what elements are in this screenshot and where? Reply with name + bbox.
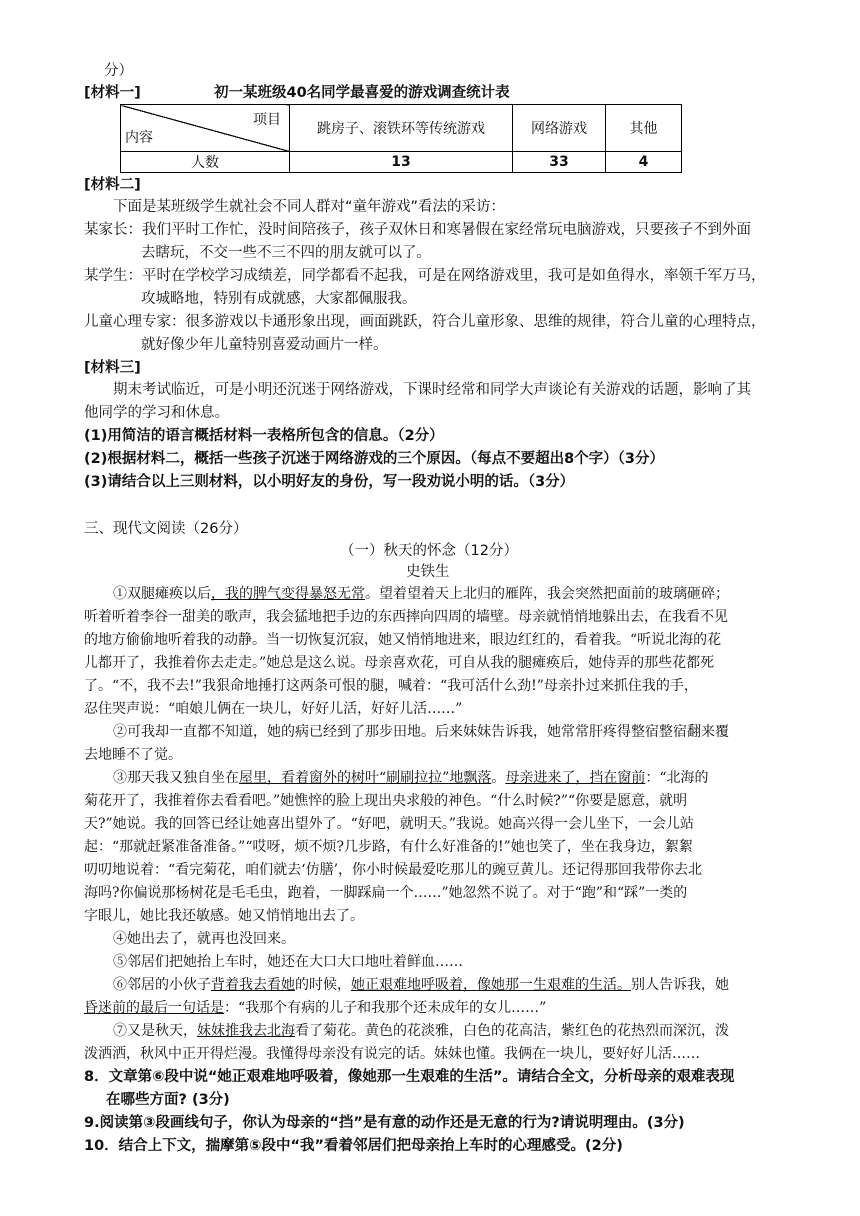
paragraph-7-line-1 xyxy=(113,1020,729,1042)
paragraph-3-line-3: 天?”她说。我的回答已经让她喜出望外了。“好吧，就明天。”我说。她高兴得一会儿坐下，一会儿站 xyxy=(84,816,694,832)
survey-table xyxy=(120,104,682,173)
section-heading: 三、现代文阅读（26分） xyxy=(84,521,248,537)
text-span: ①双腿瘫痪以后 xyxy=(113,586,211,602)
paragraph-1-line-3: 的地方偷偷地听着我的动静。当一切恢复沉寂，她又悄悄地进来，眼边红红的，看着我。“听说北海的花 xyxy=(84,632,722,648)
paragraph-3-line-6: 海吗?你偏说那杨树花是毛毛虫，跑着，一脚踩扁一个……”她忽然不说了。对于“跑”和“踩”一类的 xyxy=(84,885,688,901)
paragraph-3-line-1 xyxy=(113,767,709,789)
paragraph-3-line-4: 起：“那就赶紧准备准备。”“哎呀，烦不烦?几步路，有什么好准备的!”她也笑了，坐在我身边，絮絮 xyxy=(84,839,693,855)
column-header-online: 网络游戏 xyxy=(513,105,606,152)
table-row xyxy=(121,152,682,173)
article-author: 史铁生 xyxy=(406,564,450,580)
column-header-traditional: 跳房子、滚铁环等传统游戏 xyxy=(290,105,513,152)
paragraph-1-line-6: 忍住哭声说：“咱娘儿俩在一块儿，好好儿活，好好儿活……” xyxy=(84,701,463,717)
question-2: (2)根据材料二，概括一些孩子沉迷于网络游戏的三个原因。（每点不要超出8个字）（3分） xyxy=(84,451,665,467)
paragraph-7-line-2: 泼洒洒，秋风中正开得烂漫。我懂得母亲没有说完的话。妹妹也懂。我俩在一块儿，要好好儿活…… xyxy=(84,1046,700,1062)
expert-quote-line-2: 就好像少年儿童特别喜爱动画片一样。 xyxy=(141,337,388,353)
paragraph-1-line-2: 听着听着李谷一甜美的歌声，我会猛地把手边的东西摔向四周的墙壁。母亲就悄悄地躲出去，在我看不见 xyxy=(84,609,728,625)
paragraph-4: ④她出去了，就再也没回来。 xyxy=(113,931,295,947)
material-1-label: [材料一] xyxy=(84,85,141,101)
underlined-text: 母亲进来了，挡在窗前 xyxy=(505,770,646,786)
question-3: (3)请结合以上三则材料，以小明好友的身份，写一段劝说小明的话。（3分） xyxy=(84,474,575,490)
question-8-line-1: 8．文章第⑥段中说“她正艰难地呼吸着，像她那一生艰难的生活”。请结合全文，分析母亲的艰难表现 xyxy=(84,1069,735,1085)
underlined-text: 昏迷前的最后一句话是 xyxy=(84,1000,224,1016)
row-label-count: 人数 xyxy=(121,152,290,173)
question-10: 10．结合上下文，揣摩第⑤段中“我”看着邻居们把母亲抬上车时的心理感受。(2分) xyxy=(84,1138,623,1154)
question-9: 9.阅读第③段画线句子，你认为母亲的“挡”是有意的动作还是无意的行为?请说明理由。(3分) xyxy=(84,1115,685,1131)
underlined-text: 妹妹推我去北海 xyxy=(197,1023,295,1039)
underlined-text: ，我的脾气变得暴怒无常 xyxy=(211,586,365,602)
table-header-row xyxy=(121,105,682,152)
value-other: 4 xyxy=(606,152,682,173)
text-span: 。 xyxy=(491,770,506,786)
student-quote-line-2: 攻城略地，特别有成就感，大家都佩服我。 xyxy=(141,291,417,307)
question-8-line-2: 在哪些方面? (3分) xyxy=(106,1092,230,1108)
underlined-text: 背着我去看她 xyxy=(211,977,295,993)
article-subtitle: （一）秋天的怀念（12分） xyxy=(340,543,518,559)
paragraph-1-line-5: 了。“不，我不去!”我狠命地捶打这两条可恨的腿，喊着：“我可活什么劲!”母亲扑过来抓住我的手， xyxy=(84,678,698,694)
text-span: ⑦又是秋天， xyxy=(113,1023,197,1039)
underlined-text: 她正艰难地呼吸着，像她那一生艰难的生活。 xyxy=(351,977,631,993)
underlined-text: 屋里，看着窗外的树叶“刷刷拉拉”地飘落 xyxy=(239,770,492,786)
header-diagonal-cell xyxy=(121,105,290,152)
parent-quote-line-2: 去瞎玩，不交一些不三不四的朋友就可以了。 xyxy=(141,245,431,261)
paragraph-2-line-2: 去地睡不了觉。 xyxy=(84,747,182,763)
value-traditional: 13 xyxy=(290,152,513,173)
header-content-label: 内容 xyxy=(125,130,153,146)
text-span: ③那天我又独自坐在 xyxy=(113,770,239,786)
value-online: 33 xyxy=(513,152,606,173)
paragraph-6-line-2 xyxy=(84,997,546,1019)
question-1: (1)用简洁的语言概括材料一表格所包含的信息。（2分） xyxy=(84,428,444,444)
parent-quote-line-1: 某家长：我们平时工作忙，没时间陪孩子，孩子双休日和寒暑假在家经常玩电脑游戏，只要孩子不到外面 xyxy=(84,222,751,238)
text-span: 。望着望着天上北归的雁阵，我会突然把面前的玻璃砸碎； xyxy=(365,586,729,602)
paragraph-1-line-1 xyxy=(113,583,729,605)
survey-table-title: 初一某班级40名同学最喜爱的游戏调查统计表 xyxy=(214,85,510,101)
text-span: 看了菊花。黄色的花淡雅，白色的花高洁，紫红色的花热烈而深沉，泼 xyxy=(295,1023,729,1039)
score-fragment: 分） xyxy=(104,63,133,79)
text-span: 的时候， xyxy=(295,977,351,993)
material-3-label: [材料三] xyxy=(84,360,141,376)
paragraph-3-line-7: 字眼儿，她比我还敏感。她又悄悄地出去了。 xyxy=(84,908,364,924)
header-item-label: 项目 xyxy=(253,112,281,128)
student-quote-line-1: 某学生：平时在学校学习成绩差，同学都看不起我，可是在网络游戏里，我可是如鱼得水，率领千军万马， xyxy=(84,268,766,284)
paragraph-2-line-1: ②可我却一直都不知道，她的病已经到了那步田地。后来妹妹告诉我，她常常肝疼得整宿整宿翻来覆 xyxy=(113,724,729,740)
paragraph-5: ⑤邻居们把她抬上车时，她还在大口大口地吐着鲜血…… xyxy=(113,954,463,970)
paragraph-3-line-5: 叨叨地说着：“看完菊花，咱们就去‘仿膳’，你小时候最爱吃那儿的豌豆黄儿。还记得那回我带你去北 xyxy=(84,862,703,878)
material-3-line-1: 期末考试临近，可是小明还沉迷于网络游戏，下课时经常和同学大声谈论有关游戏的话题，影响了其 xyxy=(113,382,751,398)
text-span: ⑥邻居的小伙子 xyxy=(113,977,211,993)
text-span: ：“我那个有病的儿子和我那个还未成年的女儿……” xyxy=(224,1000,547,1016)
text-span: 别人告诉我，她 xyxy=(631,977,729,993)
material-3-line-2: 他同学的学习和休息。 xyxy=(84,405,229,421)
column-header-other: 其他 xyxy=(606,105,682,152)
text-span: ：“北海的 xyxy=(645,770,709,786)
material-2-intro: 下面是某班级学生就社会不同人群对“童年游戏”看法的采访： xyxy=(113,199,506,215)
paragraph-3-line-2: 菊花开了，我推着你去看看吧。”她憔悴的脸上现出央求般的神色。“什么时候?”“你要是愿意，就明 xyxy=(84,793,688,809)
paragraph-1-line-4: 儿都开了，我推着你去走走。”她总是这么说。母亲喜欢花，可自从我的腿瘫痪后，她侍弄的那些花都死 xyxy=(84,655,715,671)
material-2-label: [材料二] xyxy=(84,177,141,193)
paragraph-6-line-1 xyxy=(113,974,729,996)
expert-quote-line-1: 儿童心理专家：很多游戏以卡通形象出现，画面跳跃，符合儿童形象、思维的规律，符合儿童的心理特点， xyxy=(84,314,766,330)
